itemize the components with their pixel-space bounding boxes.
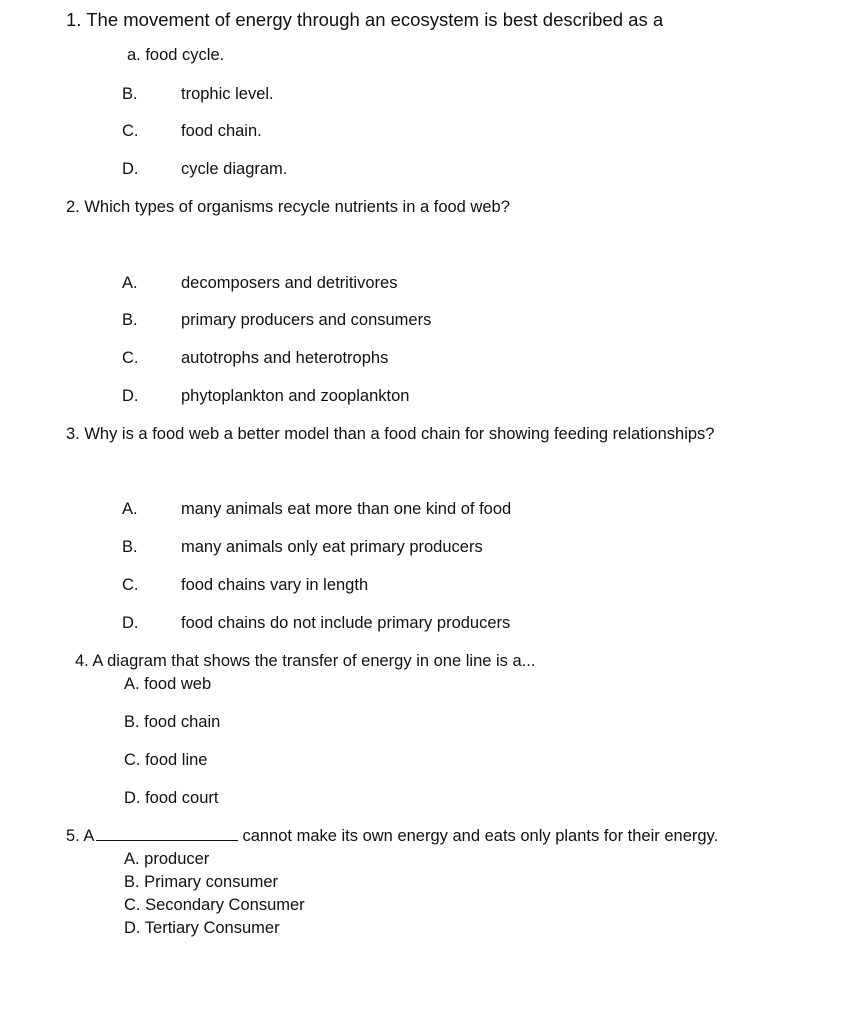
question-5-prefix: 5. A bbox=[66, 827, 95, 845]
question-3-option-a-text: many animals eat more than one kind of food bbox=[181, 500, 512, 518]
question-5-option-b: B. Primary consumer bbox=[124, 873, 279, 891]
question-3-stem: 3. Why is a food web a better model than a food chain for showing feeding relationships? bbox=[66, 425, 715, 443]
question-2-option-d-text: phytoplankton and zooplankton bbox=[181, 387, 410, 405]
question-1-option-c-letter: C. bbox=[122, 122, 139, 140]
question-1-option-a: a. food cycle. bbox=[127, 46, 225, 64]
question-4-option-b: B. food chain bbox=[124, 713, 221, 731]
question-1-option-d-text: cycle diagram. bbox=[181, 160, 288, 178]
question-1-option-c-text: food chain. bbox=[181, 122, 262, 140]
question-2-option-a-letter: A. bbox=[122, 274, 138, 292]
question-4-stem: 4. A diagram that shows the transfer of energy in one line is a... bbox=[75, 652, 536, 670]
question-1-option-b-text: trophic level. bbox=[181, 85, 274, 103]
question-5-option-a: A. producer bbox=[124, 850, 210, 868]
question-5-suffix: cannot make its own energy and eats only plants for their energy. bbox=[242, 827, 719, 845]
question-5-option-d: D. Tertiary Consumer bbox=[124, 919, 280, 937]
question-4-option-a: A. food web bbox=[124, 675, 212, 693]
question-2-option-b-letter: B. bbox=[122, 311, 138, 329]
question-4-option-c: C. food line bbox=[124, 751, 208, 769]
question-2-option-d-letter: D. bbox=[122, 387, 139, 405]
question-1-option-b-letter: B. bbox=[122, 85, 138, 103]
question-5-option-c: C. Secondary Consumer bbox=[124, 896, 305, 914]
question-1-option-d-letter: D. bbox=[122, 160, 139, 178]
answer-blank bbox=[96, 826, 238, 841]
question-2-stem: 2. Which types of organisms recycle nutrients in a food web? bbox=[66, 198, 510, 216]
question-3-option-d-text: food chains do not include primary producers bbox=[181, 614, 511, 632]
question-5-stem bbox=[66, 826, 718, 846]
question-3-option-a-letter: A. bbox=[122, 500, 138, 518]
question-2-option-a-text: decomposers and detritivores bbox=[181, 274, 398, 292]
question-2-option-c-letter: C. bbox=[122, 349, 139, 367]
question-3-option-b-letter: B. bbox=[122, 538, 138, 556]
question-3-option-c-text: food chains vary in length bbox=[181, 576, 369, 594]
question-2-option-c-text: autotrophs and heterotrophs bbox=[181, 349, 389, 367]
question-2-option-b-text: primary producers and consumers bbox=[181, 311, 432, 329]
question-3-option-c-letter: C. bbox=[122, 576, 139, 594]
question-3-option-d-letter: D. bbox=[122, 614, 139, 632]
question-1-stem: 1. The movement of energy through an ecosystem is best described as a bbox=[66, 9, 664, 30]
question-4-option-d: D. food court bbox=[124, 789, 219, 807]
question-3-option-b-text: many animals only eat primary producers bbox=[181, 538, 483, 556]
